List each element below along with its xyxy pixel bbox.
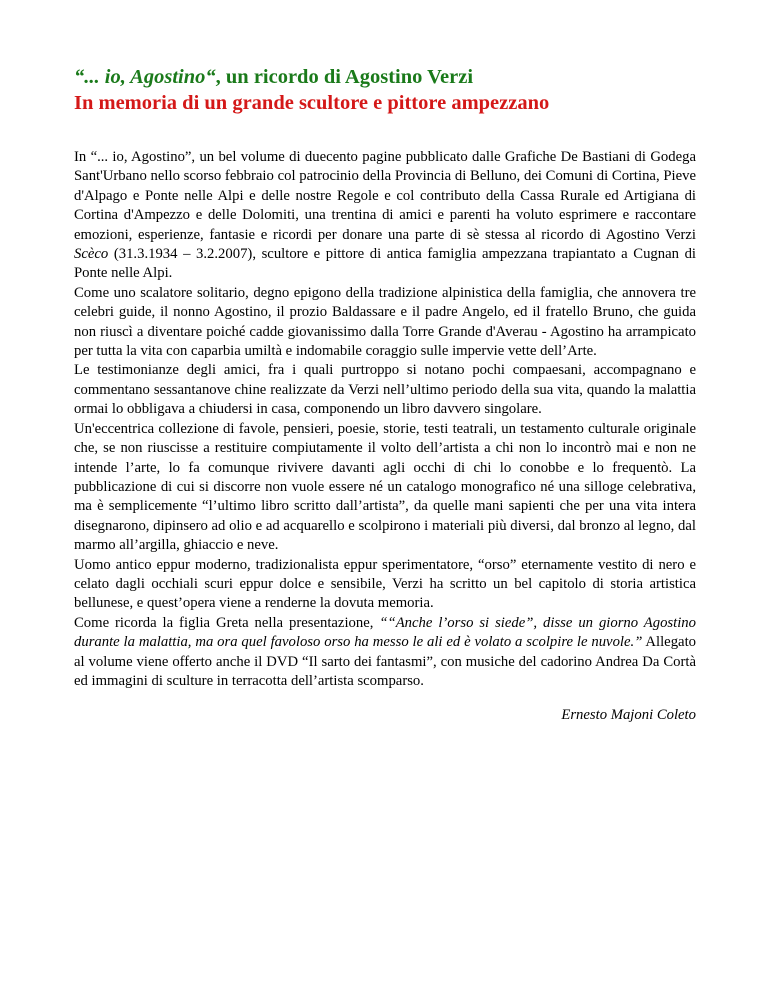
paragraph-intro: In “... io, Agostino”, un bel volume di duecento pagine pubblicato dalle Grafiche De Bastiani di Godega Sant'Urbano nello scorso febbraio col patrocinio della Provincia di Belluno, dei Comuni di Cortina, Pieve d'Alpago e Ponte nelle Alpi e delle nostre Regole e col contributo della Cassa Rurale ed Artigiana di Cortina d'Ampezzo e delle Dolomiti, una trentina di amici e parenti ha voluto esprimere e raccontare emozioni, esperienze, fantasie e ricordi per donare una parte di sè stessa al ricordo di Agostino Verzi Scèco (31.3.1934 – 3.2.2007), scultore e pittore di antica famiglia ampezzana trapiantato a Cugnan di Ponte nelle Alpi. (74, 149, 696, 282)
article-subtitle: In memoria di un grande scultore e pittore ampezzano (74, 92, 550, 114)
article-title-rest: , un ricordo di Agostino Verzi (215, 66, 474, 88)
article-title (74, 64, 696, 90)
nickname: Scèco (74, 246, 109, 263)
paragraph-closing: Come ricorda la figlia Greta nella presentazione, ““Anche l’orso si siede”, disse un giorno Agostino durante la malattia, ma ora quel favoloso orso ha messo le ali ed è volato a scolpire le nuvole.” Allegato al volume viene offerto anche il DVD “Il sarto dei fantasmi”, con musiche del cadorino Andrea Da Cortà ed immagini di sculture in terracotta dell’artista scomparso. (74, 614, 696, 689)
paragraph-collection: Un'eccentrica collezione di favole, pensieri, poesie, storie, testi teatrali, un testamento culturale originale che, se non riuscisse a restituire compiutamente il volto dell’artista a chi non lo incontrò mai e non ne intende l’arte, lo fa comunque rivivere davanti agli occhi di chi lo conobbe e lo frequentò. La pubblicazione di cui si discorre non vuole essere né un catalogo monografico né una silloge celebrativa, ma è semplicemente “l’ultimo libro scritto dall’artista”, da quelle mani sapienti che per una vita intera disegnarono, dipinsero ad olio e ad acquarello e scolpirono i materiali più diversi, dal bronzo al legno, dal marmo all’argilla, ghiaccio e neve. (74, 420, 696, 554)
paragraph-testimonies: Le testimonianze degli amici, fra i quali purtroppo si notano pochi compaesani, accompagnano e commentano sessantanove chine realizzate da Verzi nell’ultimo periodo della sua vita, quando la malattia ormai lo obbligava a chiudersi in casa, componendo un libro davvero singolare. (74, 362, 696, 418)
greta-quote: ““Anche l’orso si siede”, disse un giorno Agostino durante la malattia, ma ora quel favoloso orso ha messo le ali ed è volato a scolpire le nuvole.” (74, 614, 696, 651)
author-signature: Ernesto Majoni Coleto (561, 707, 696, 724)
article-page (74, 64, 696, 726)
article-body (74, 148, 696, 691)
book-title-quote: “... io, Agostino“ (74, 66, 216, 88)
paragraph-portrait: Uomo antico eppur moderno, tradizionalista eppur sperimentatore, “orso” eternamente vestito di nero e celato dagli occhiali scuri eppur dolce e sensibile, Verzi ha scritto un bel capitolo di storia artistica bellunese, e quest’opera viene a renderne la dovuta memoria. (74, 556, 696, 612)
paragraph-climber: Come uno scalatore solitario, degno epigono della tradizione alpinistica della famiglia, che annovera tre celebri guide, il nonno Agostino, il prozio Baldassare e il padre Angelo, ed il fratello Bruno, che guida non riuscì a diventare poiché cadde giovanissimo dalla Torre Grande d'Averau - Agostino ha arrampicato per tutta la vita con caparbia umiltà e indomabile coraggio sulle impervie vette dell’Arte. (74, 284, 696, 360)
